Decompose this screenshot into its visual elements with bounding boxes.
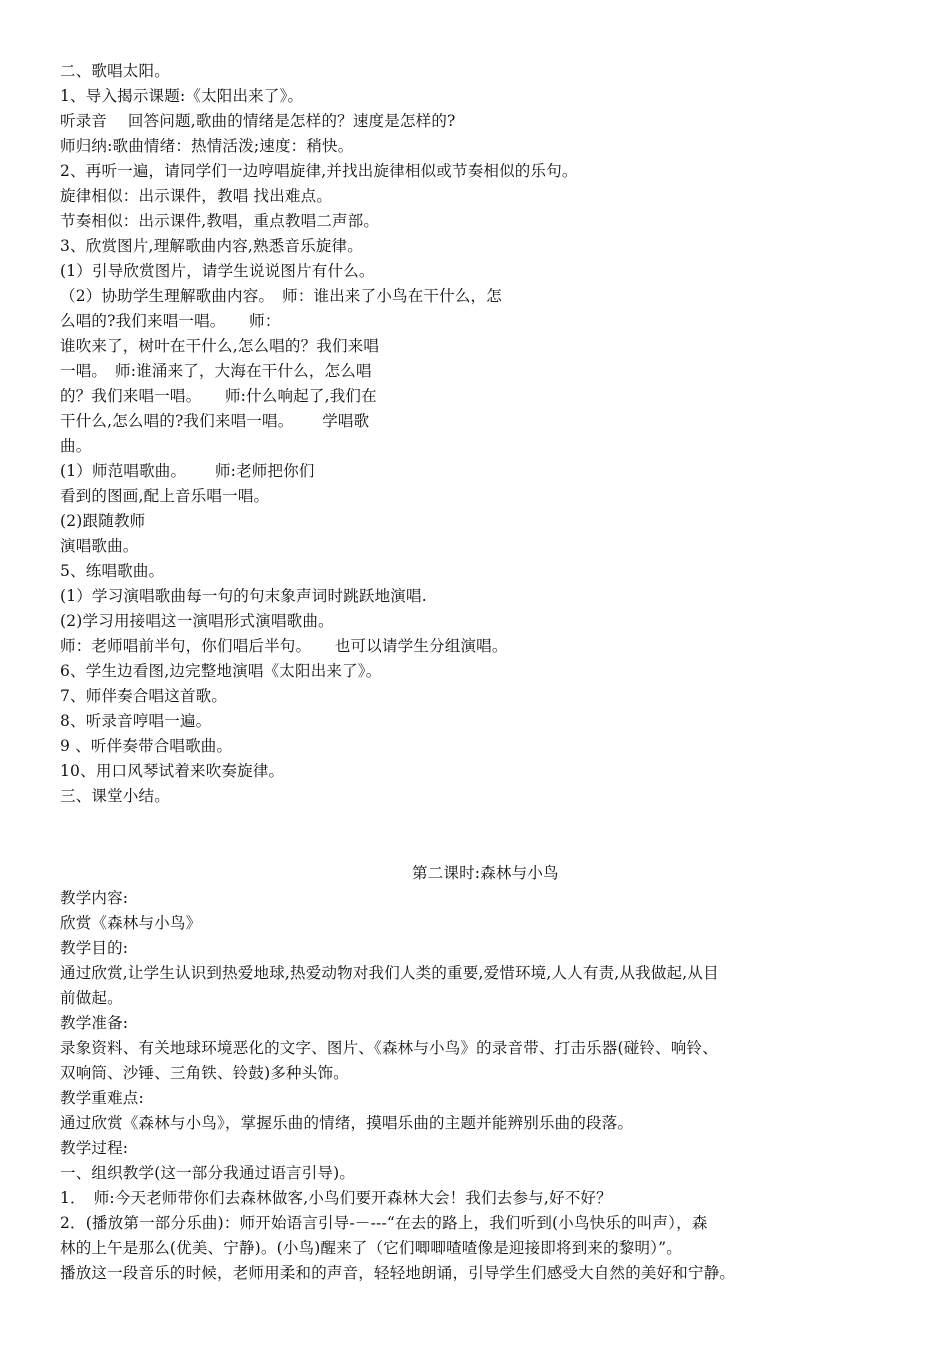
text-line: 谁吹来了，树叶在干什么,怎么唱的？我们来唱 [60, 337, 380, 355]
text-line: 双响筒、沙锤、三角铁、铃鼓)多种头饰。 [60, 1064, 349, 1082]
text-line: （2）协助学生理解歌曲内容。 师：谁出来了小鸟在干什么，怎 [60, 287, 502, 305]
text-line: 2、再听一遍，请同学们一边哼唱旋律,并找出旋律相似或节奏相似的乐句。 [60, 162, 578, 180]
text-line: 5、练唱歌曲。 [60, 562, 165, 580]
text-line: 的？我们来唱一唱。 师:什么响起了,我们在 [60, 387, 377, 405]
text-line: 教学准备: [60, 1014, 129, 1032]
text-line: 一、组织教学(这一部分我通过语言引导)。 [60, 1164, 356, 1182]
text-line: 6、学生边看图,边完整地演唱《太阳出来了》。 [60, 662, 382, 680]
text-line: 前做起。 [60, 989, 123, 1007]
text-line: 教学重难点: [60, 1089, 144, 1107]
text-line: 教学过程: [60, 1139, 129, 1157]
text-line: 三、课堂小结。 [60, 787, 170, 805]
text-line: 10、用口风琴试着来吹奏旋律。 [60, 762, 285, 780]
text-line: (1）引导欣赏图片，请学生说说图片有什么。 [60, 262, 375, 280]
text-line: 1． 师:今天老师带你们去森林做客,小鸟们要开森林大会！我们去参与,好不好？ [60, 1189, 612, 1207]
text-line: 一唱。 师:谁涌来了，大海在干什么，怎么唱 [60, 362, 372, 380]
text-line: 8、听录音哼唱一遍。 [60, 712, 212, 730]
text-line: 节奏相似：出示课件,教唱，重点教唱二声部。 [60, 212, 380, 230]
text-line: 听录音 回答问题,歌曲的情绪是怎样的？速度是怎样的? [60, 112, 456, 130]
text-line: 曲。 [60, 437, 92, 455]
text-line: 师：老师唱前半句，你们唱后半句。 也可以请学生分组演唱。 [60, 637, 508, 655]
text-line: (2)学习用接唱这一演唱形式演唱歌曲。 [60, 612, 334, 630]
text-line: 欣赏《森林与小鸟》 [60, 914, 202, 932]
lesson-title: 第二课时:森林与小鸟 [412, 864, 559, 882]
text-line: (2)跟随教师 [60, 512, 146, 530]
text-line: 师归纳:歌曲情绪：热情活泼;速度：稍快。 [60, 137, 354, 155]
text-line: 二、歌唱太阳。 [60, 62, 170, 80]
text-line: 录象资料、有关地球环境恶化的文字、图片、《森林与小鸟》的录音带、打击乐器(碰铃、响铃、 [60, 1039, 718, 1057]
text-line: 么唱的?我们来唱一唱。 师： [60, 312, 281, 330]
text-line: 干什么,怎么唱的?我们来唱一唱。 学唱歌 [60, 412, 370, 430]
text-line: 7、师伴奏合唱这首歌。 [60, 687, 228, 705]
text-line: 旋律相似：出示课件，教唱 找出难点。 [60, 187, 333, 205]
text-line: 3、欣赏图片,理解歌曲内容,熟悉音乐旋律。 [60, 237, 363, 255]
text-line: 通过欣赏《森林与小鸟》，掌握乐曲的情绪，摸唱乐曲的主题并能辨别乐曲的段落。 [60, 1114, 634, 1132]
text-line: 9 、听伴奏带合唱歌曲。 [60, 737, 233, 755]
text-line: (1）学习演唱歌曲每一句的句末象声词时跳跃地演唱. [60, 587, 427, 605]
text-line: 演唱歌曲。 [60, 537, 139, 555]
text-line: 林的上午是那么(优美、宁静)。(小鸟)醒来了（它们唧唧喳喳像是迎接即将到来的黎明）”。 [60, 1239, 682, 1257]
text-line: 1、导入揭示课题:《太阳出来了》。 [60, 87, 304, 105]
text-line: 2．(播放第一部分乐曲)：师开始语言引导-－---“在去的路上，我们听到(小鸟快乐的叫声），森 [60, 1214, 708, 1232]
text-line: (1）师范唱歌曲。 师:老师把你们 [60, 462, 315, 480]
text-line: 教学目的: [60, 939, 129, 957]
text-line: 看到的图画,配上音乐唱一唱。 [60, 487, 270, 505]
text-line: 教学内容: [60, 889, 129, 907]
text-line: 播放这一段音乐的时候，老师用柔和的声音，轻轻地朗诵，引导学生们感受大自然的美好和宁静。 [60, 1264, 736, 1282]
text-line: 通过欣赏,让学生认识到热爱地球,热爱动物对我们人类的重要,爱惜环境,人人有责,从我做起,从目 [60, 964, 719, 982]
